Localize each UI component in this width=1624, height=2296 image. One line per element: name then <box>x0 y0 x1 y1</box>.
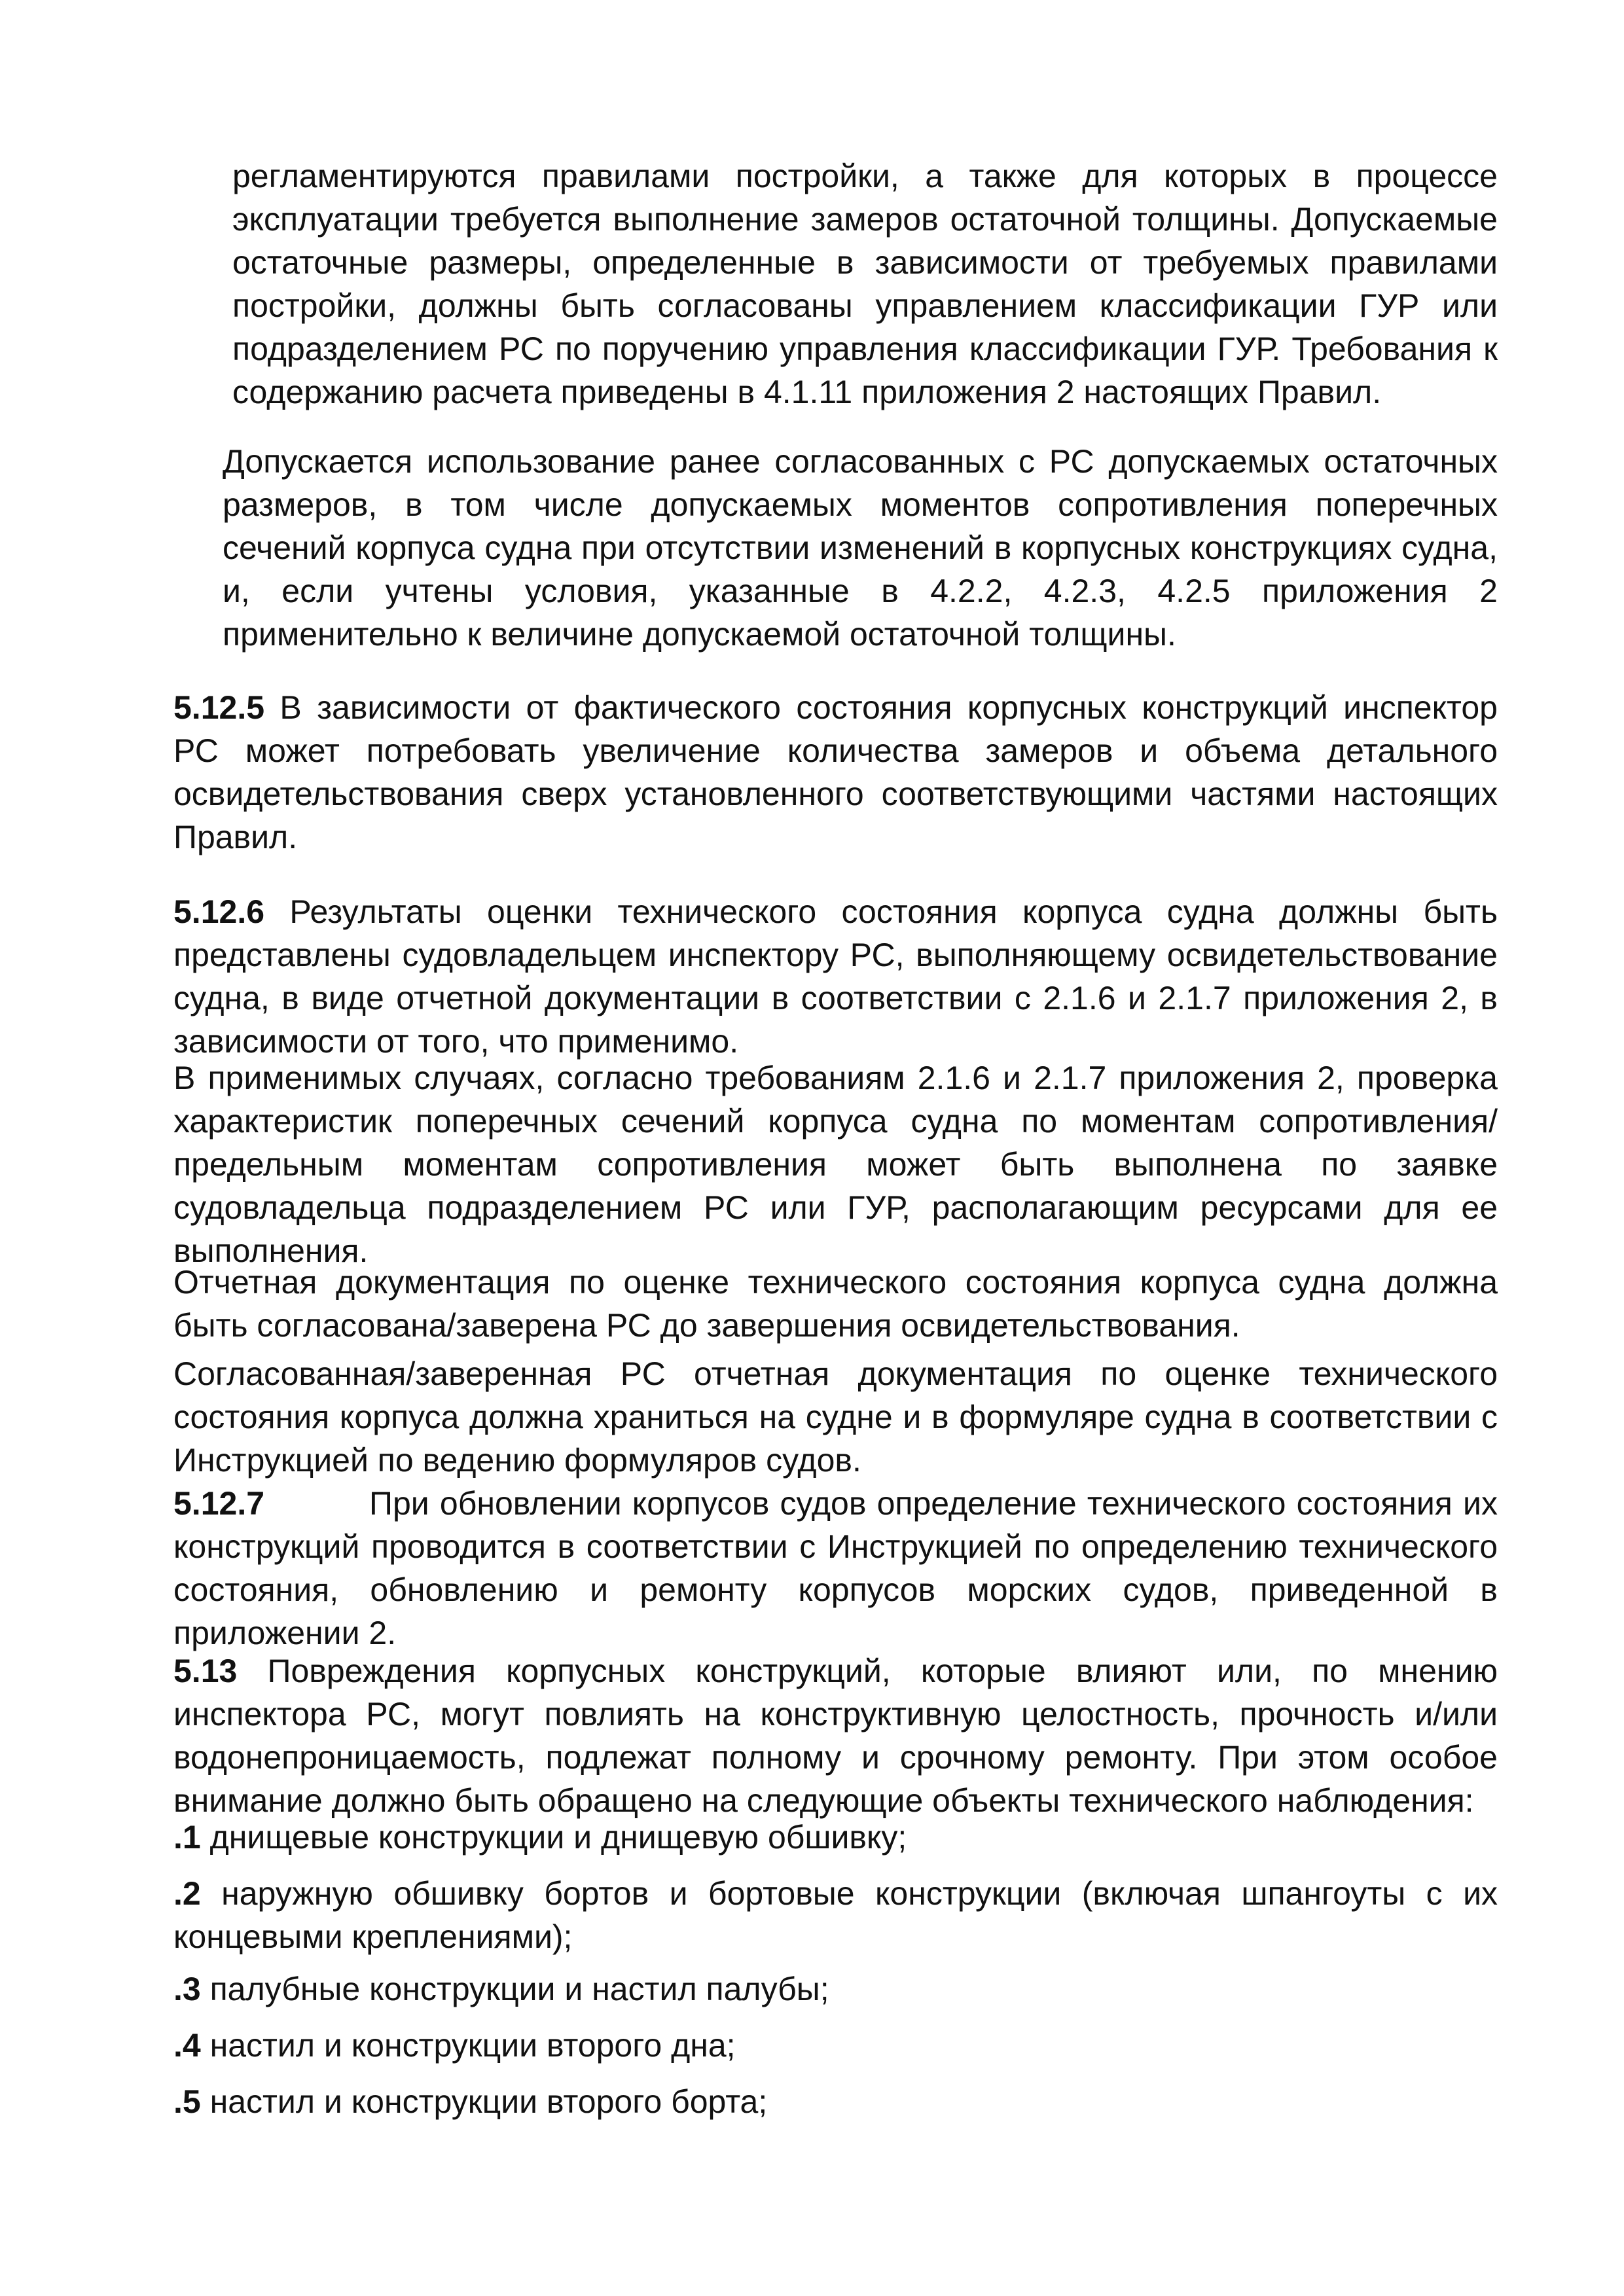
section-number: 5.12.7 <box>173 1485 265 1522</box>
item-number: .1 <box>173 1819 201 1856</box>
section-number: 5.13 <box>173 1653 238 1689</box>
paragraph-5-13 <box>173 1649 1498 1822</box>
paragraph-text: Отчетная документация по оценке технического состояния корпуса судна должна быть согласована/заверена РС до завершения освидетельствования. <box>173 1264 1498 1344</box>
item-number: .4 <box>173 2027 201 2064</box>
item-text: наружную обшивку бортов и бортовые конструкции (включая шпангоуты с их концевыми креплениями); <box>173 1875 1498 1955</box>
item-text: палубные конструкции и настил палубы; <box>200 1971 829 2007</box>
paragraph-5-12-6 <box>173 890 1498 1063</box>
paragraph-text: Повреждения корпусных конструкций, которые влияют или, по мнению инспектора РС, могут повлиять на конструктивную целостность, прочность и/или водонепроницаемость, подлежат полному и срочному ремонту. При этом особое внимание должно быть обращено на следующие объекты технического наблюдения: <box>173 1653 1498 1819</box>
paragraph-text: Результаты оценки технического состояния корпуса судна должны быть представлены судовладельцем инспектору РС, выполняющему освидетельствование судна, в виде отчетной документации в соответствии с 2.1.6 и 2.1.7 приложения 2, в зависимости от того, что применимо. <box>173 893 1498 1060</box>
item-text: настил и конструкции второго дна; <box>200 2027 736 2064</box>
item-number: .2 <box>173 1875 201 1912</box>
paragraph-intro <box>232 154 1498 414</box>
paragraph-5-12-5 <box>173 686 1498 859</box>
list-item <box>173 1816 1498 1859</box>
item-text: днищевые конструкции и днищевую обшивку; <box>200 1819 907 1856</box>
item-number: .5 <box>173 2083 201 2120</box>
paragraph-report <box>173 1261 1498 1347</box>
paragraph-text: Допускается использование ранее согласованных с РС допускаемых остаточных размеров, в том числе допускаемых моментов сопротивления поперечных сечений корпуса судна при отсутствии изменений в корпусных конструкциях судна, и, если учтены условия, указанные в 4.2.2, 4.2.3, 4.2.5 приложения 2 применительно к величине допускаемой остаточной толщины. <box>223 443 1498 653</box>
list-item <box>173 1872 1498 1958</box>
paragraph-5-12-7 <box>173 1482 1498 1655</box>
paragraph-allowed <box>223 440 1498 656</box>
paragraph-text: В применимых случаях, согласно требованиям 2.1.6 и 2.1.7 приложения 2, проверка характеристик поперечных сечений корпуса судна по моментам сопротивления/предельным моментам сопротивления может быть выполнена по заявке судовладельца подразделением РС или ГУР, располагающим ресурсами для ее выполнения. <box>173 1060 1498 1269</box>
item-number: .3 <box>173 1971 201 2007</box>
list-item <box>173 2080 1498 2123</box>
paragraph-text: При обновлении корпусов судов определение технического состояния их конструкций проводится в соответствии с Инструкцией по определению технического состояния, обновлению и ремонту корпусов морских судов, приведенной в приложении 2. <box>173 1485 1498 1651</box>
list-item <box>173 2024 1498 2067</box>
paragraph-applicable <box>173 1056 1498 1272</box>
list-item <box>173 1967 1498 2011</box>
paragraph-text: регламентируются правилами постройки, а также для которых в процессе эксплуатации требуется выполнение замеров остаточной толщины. Допускаемые остаточные размеры, определенные в зависимости от требуемых правилами постройки, должны быть согласованы управлением классификации ГУР или подразделением РС по поручению управления классификации ГУР. Требования к содержанию расчета приведены в 4.1.11 приложения 2 настоящих Правил. <box>232 158 1498 410</box>
paragraph-text: Согласованная/заверенная РС отчетная документация по оценке технического состояния корпуса должна храниться на судне и в формуляре судна в соответствии с Инструкцией по ведению формуляров судов. <box>173 1355 1498 1479</box>
item-text: настил и конструкции второго борта; <box>200 2083 768 2120</box>
section-number: 5.12.5 <box>173 689 265 726</box>
paragraph-agreed <box>173 1352 1498 1482</box>
paragraph-text: В зависимости от фактического состояния корпусных конструкций инспектор РС может потребовать увеличение количества замеров и объема детального освидетельствования сверх установленного соответствующими частями настоящих Правил. <box>173 689 1498 855</box>
section-number: 5.12.6 <box>173 893 265 930</box>
